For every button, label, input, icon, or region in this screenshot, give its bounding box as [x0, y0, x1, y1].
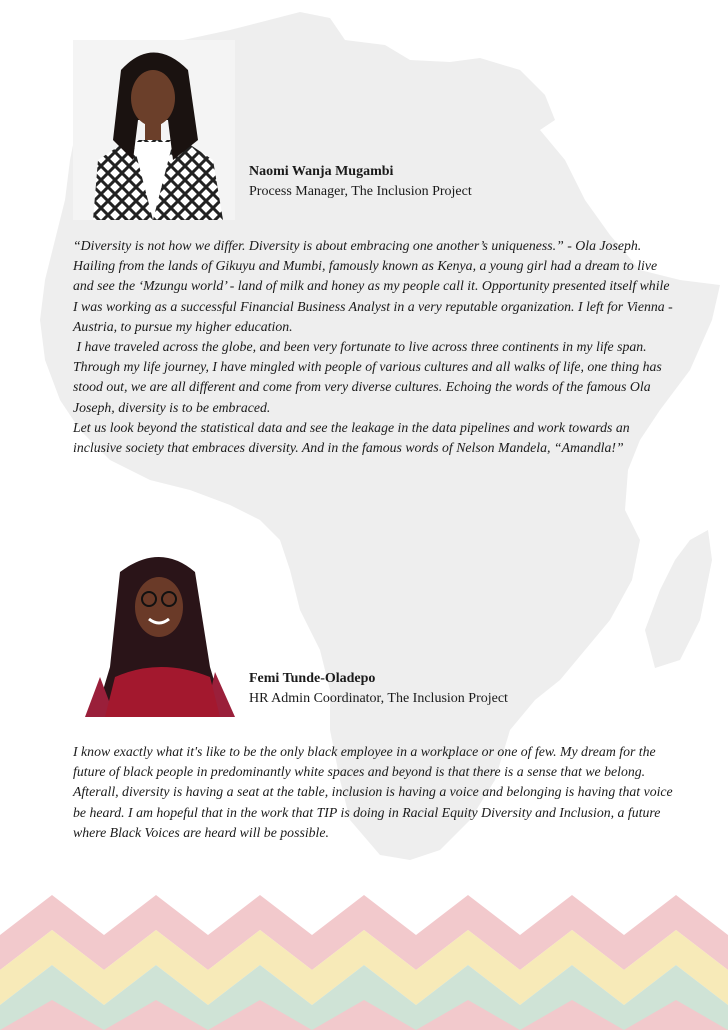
naomi-bio	[73, 236, 673, 458]
femi-bio-paragraph: I know exactly what it's like to be the only black employee in a workplace or one of few. My dream for the future of black people in predominantly white spaces and beyond is that there is a sense that we belong. Afterall, diversity is having a seat at the table, inclusion is having a voice and belonging is having that voice be heard. I am hopeful that in the work that TIP is doing in Racial Equity Diversity and Inclusion, a future where Black Voices are heard will be possible.	[73, 744, 673, 840]
naomi-bio-paragraph: I have traveled across the globe, and been very fortunate to live across three continents in my life span. Through my life journey, I have mingled with people of various cultures and all walks of life, one thing has stood out, we are all different and come from very diverse cultures. Echoing the words of the famous Ola Joseph, diversity is to be embraced.	[73, 339, 666, 415]
naomi-role: Process Manager, The Inclusion Project	[249, 184, 472, 199]
femi-portrait-photo	[85, 547, 235, 717]
naomi-name: Naomi Wanja Mugambi	[249, 164, 394, 179]
femi-role: HR Admin Coordinator, The Inclusion Project	[249, 691, 508, 706]
chevron-pattern-footer	[0, 895, 728, 1030]
naomi-bio-quote: “Diversity is not how we differ. Diversity is about embracing one another’s uniqueness.” - Ola Joseph.	[73, 238, 642, 253]
naomi-portrait-photo	[73, 40, 235, 220]
naomi-bio-paragraph: Hailing from the lands of Gikuyu and Mumbi, famously known as Kenya, a young girl had a dream to live and see the ‘Mzungu world’ - land of milk and honey as my people call it. Opportunity presented itself while I was working as a successful Financial Business Analyst in a very reputable organization. I left for Vienna - Austria, to pursue my higher education.	[73, 258, 673, 334]
femi-bio	[73, 742, 673, 843]
naomi-bio-paragraph: Let us look beyond the statistical data and see the leakage in the data pipelines and work towards an inclusive society that embraces diversity. And in the famous words of Nelson Mandela, “Amandla!”	[73, 419, 630, 456]
femi-name: Femi Tunde-Oladepo	[249, 671, 376, 686]
